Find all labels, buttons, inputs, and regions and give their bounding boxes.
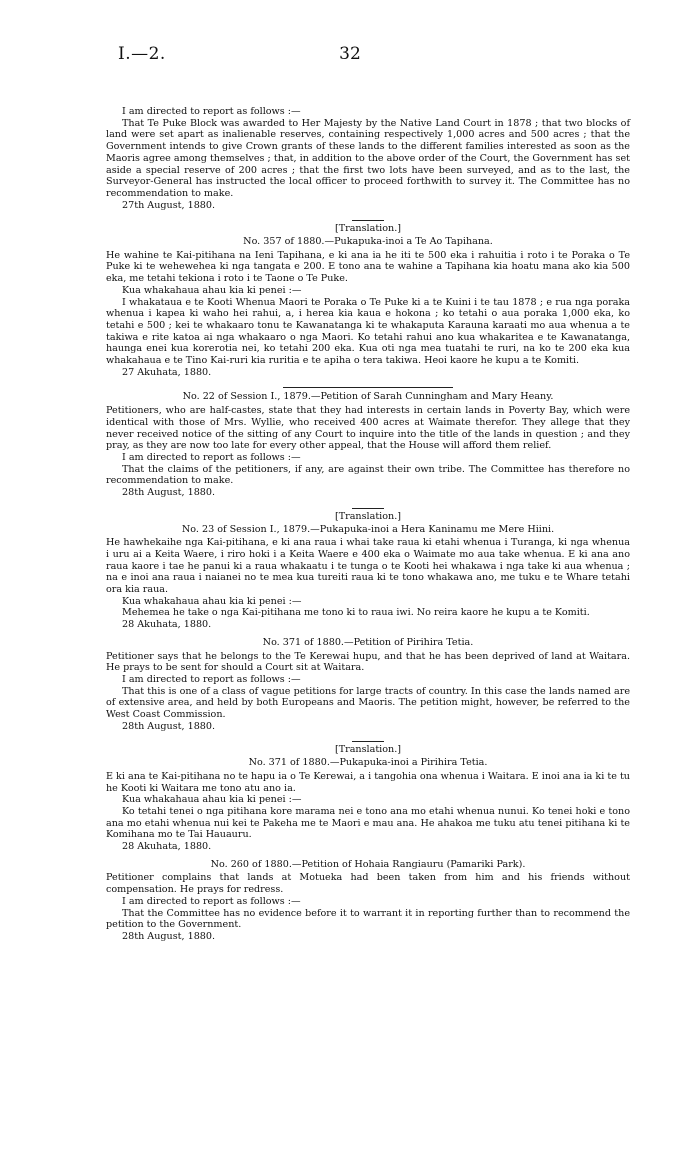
paragraph: Petitioner complains that lands at Motueka had been taken from him and his friends without compensation. He prays for redress.: [106, 872, 630, 896]
paragraph: I am directed to report as follows :—: [122, 106, 301, 117]
paragraph: I whakataua e te Kooti Whenua Maori te Poraka o Te Puke ki a te Kuini i te tau 1878 ; e rua nga poraka whenua i kapea ki waho hei rahui, a, i herea kia kaua e hokona ; ko tetahi o aua poraka 1,000 eka, ko tetahi e 500 ; kei te whakaaro tonu te Kawanatanga ki te whakaputa Karauna karaati mo aua whenua a te takiwa e rite katoa ai nga whakaaro o nga Maori. Ko tetahi rahui ano kua whakaritea e te Kawanatanga, haunga enei kua korerotia nei, ko tetahi 200 eka. Kua oti nga mea tuatahi te ruri, na ko te 200 eka kua whakahaua e te Tino Kai-ruri kia ruritia e te apiha o tera takiwa. Heoi kaore he kupu a te Komiti.: [106, 296, 630, 367]
paragraph: Petitioners, who are half-castes, state that they had interests in certain lands in Poverty Bay, which were identical with those of Mrs. Wyllie, who received 400 acres at Waimate therefor. They allege that they never received notice of the sitting of any Court to inquire into the title of the lands in question ; and they pray, as they are now too late for every other appeal, that the House will afford them relief.: [106, 405, 630, 452]
paragraph: Petitioner says that he belongs to the Te Kerewai hupu, and that he has been deprived of land at Waitara. He prays to be sent for should a Court sit at Waitara.: [106, 650, 630, 674]
section-divider: [283, 387, 453, 388]
paragraph: That this is one of a class of vague petitions for large tracts of country. In this case the lands named are of extensive area, and held by both Europeans and Maoris. The petition might, however, be referred to the West Coast Commission.: [106, 685, 630, 721]
paragraph: 28th August, 1880.: [122, 487, 216, 499]
paragraph: 27th August, 1880.: [122, 199, 216, 211]
paragraph: That the Committee has no evidence before it to warrant it in reporting further than to recommend the petition to the Government.: [106, 907, 630, 931]
document-reference: I.—2.: [118, 44, 166, 64]
section-gap: [106, 631, 630, 636]
translation-label: [Translation.]: [334, 744, 401, 756]
petition-heading: No. 260 of 1880.—Petition of Hohaia Rangiauru (Pamariki Park).: [210, 858, 526, 870]
petition-heading: No. 22 of Session I., 1879.—Petition of Sarah Cunningham and Mary Heany.: [182, 391, 554, 403]
page-number: 32: [339, 44, 361, 64]
paragraph: He hawhekaihe nga Kai-pitihana, e ki ana raua i whai take raua ki etahi whenua i Turanga, ki nga whenua i uru ai a Keita Waere, i riro hoki i a Keita Waere e 400 eka o Waimate mo aua take whenua. E ki ana ano raua kaore i tae he panui ki a raua whakaatu i te tunga o te Kooti hei whakawa i nga take ki aua whenua ; na e inoi ana raua i naianei no te mea kua tureiti raua ki te tono whakawa ano, me tuku e te Whare tetahi ora kia raua.: [106, 537, 630, 596]
paragraph: That Te Puke Block was awarded to Her Majesty by the Native Land Court in 1878 ; that two blocks of land were set apart as inalienable reserves, containing respectively 1,000 acres and 500 acres ; that the Government intends to give Crown grants of these lands to the different families interested as soon as the Maoris agree among themselves ; that, in addition to the above order of the Court, the Government has set aside a special reserve of 200 acres ; that the first two lots have been surveyed, and as to the last, the Surveyor-General has instructed the local officer to proceed forthwith to survey it. The Committee has no recommendation to make.: [106, 117, 630, 199]
paragraph: I am directed to report as follows :—: [122, 451, 301, 463]
translation-label: [Translation.]: [334, 223, 401, 235]
section-divider: [352, 220, 384, 221]
paragraph: Kua whakahaua ahau kia ki penei :—: [122, 284, 302, 296]
paragraph: 28 Akuhata, 1880.: [122, 619, 212, 631]
translation-label: [Translation.]: [334, 510, 401, 522]
paragraph: 28 Akuhata, 1880.: [122, 841, 212, 853]
section-divider: [352, 508, 384, 509]
paragraph: E ki ana te Kai-pitihana no te hapu ia o Te Kerewai, a i tangohia ona whenua i Waitara. E inoi ana ia ki te tu he Kooti ki Waitara me tono atu ano ia.: [106, 770, 630, 794]
section-gap: [106, 853, 630, 858]
page-header: [0, 44, 700, 66]
paragraph: That the claims of the petitioners, if any, are against their own tribe. The Committee has therefore no recommendation to make.: [106, 463, 630, 487]
petition-heading: No. 357 of 1880.—Pukapuka-inoi a Te Ao Tapihana.: [243, 236, 493, 248]
paragraph: 28th August, 1880.: [122, 931, 216, 942]
paragraph: Kua whakahaua ahau kia ki penei :—: [122, 794, 302, 806]
paragraph: Kua whakahaua ahau kia ki penei :—: [122, 595, 302, 607]
paragraph: He wahine te Kai-pitihana na Ieni Tapihana, e ki ana ia he iti te 500 eka i rahuitia i roto i te Poraka o Te Puke ki te wehewehea ki nga tangata e 200. E tono ana te wahine a Tapihana kia hoatu mana ako kia 500 eka, me tetahi tekiona i roto i te Taone o Te Puke.: [106, 249, 630, 285]
paragraph: Ko tetahi tenei o nga pitihana kore marama nei e tono ana mo etahi whenua nunui. Ko tenei hoki e tono ana mo etahi whenua nui kei te Pakeha me te Maori e mau ana. He ahakoa me tuku atu tenei pitihana ki te Komihana mo te Tai Hauauru.: [106, 805, 630, 841]
paragraph: Mehemea he take o nga Kai-pitihana me tono ki to raua iwi. No reira kaore he kupu a te Komiti.: [122, 607, 590, 619]
petition-heading: No. 371 of 1880.—Petition of Pirihira Tetia.: [262, 636, 474, 648]
paragraph: I am directed to report as follows :—: [122, 895, 301, 907]
petition-heading: No. 371 of 1880.—Pukapuka-inoi a Pirihira Tetia.: [248, 757, 488, 769]
paragraph: 27 Akuhata, 1880.: [122, 366, 212, 378]
paragraph: 28th August, 1880.: [122, 720, 216, 732]
section-divider: [352, 741, 384, 742]
paragraph: I am directed to report as follows :—: [122, 673, 301, 685]
petition-heading: No. 23 of Session I., 1879.—Pukapuka-inoi a Hera Kaninamu me Mere Hiini.: [181, 523, 555, 535]
page-body: [106, 106, 630, 943]
